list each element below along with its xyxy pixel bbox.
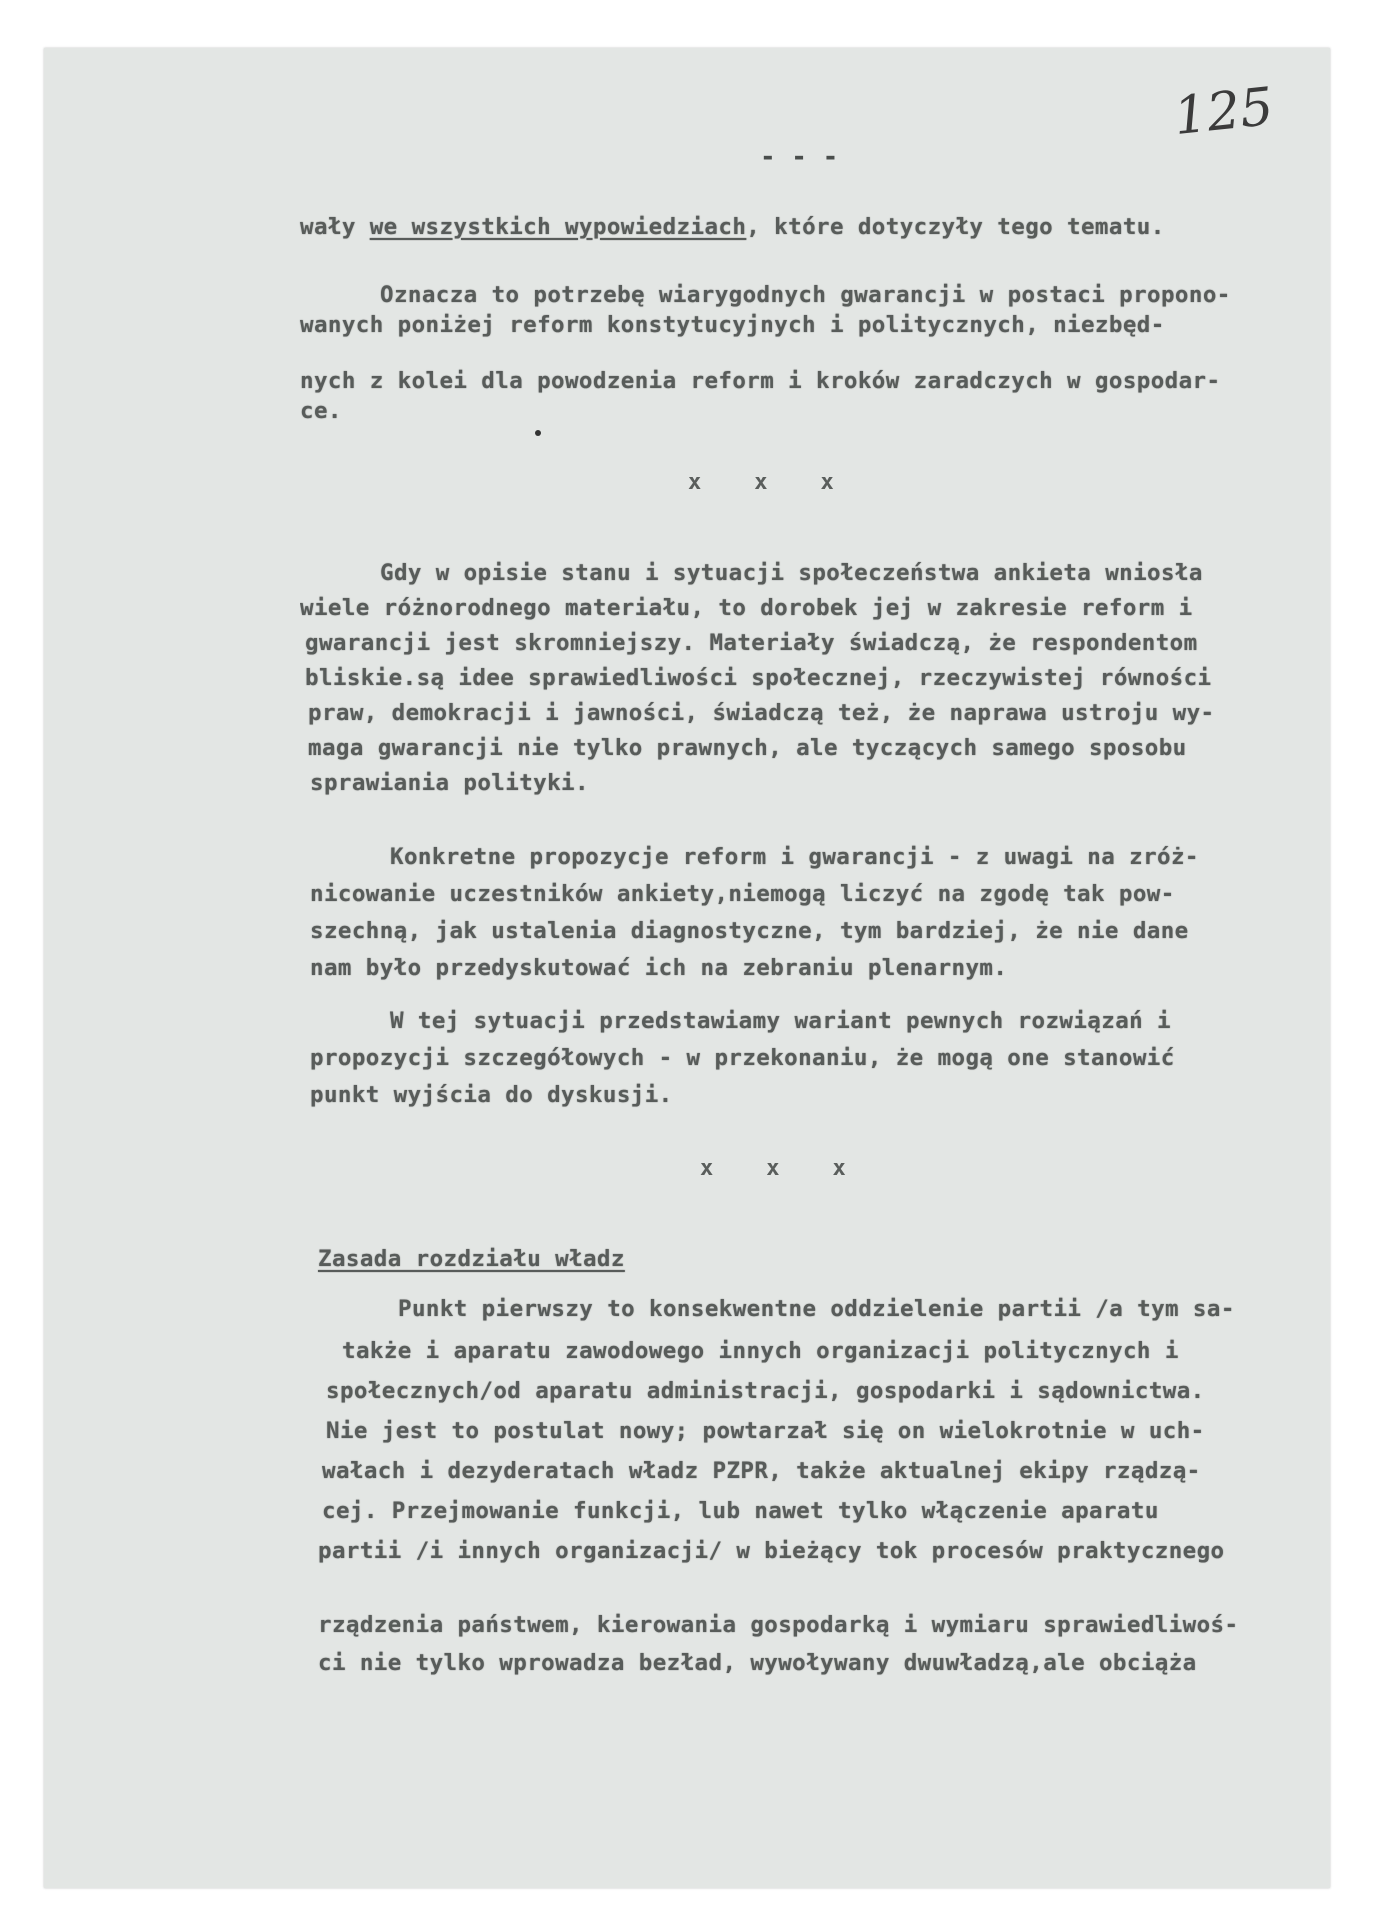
text-line: bliskie.są idee sprawiedliwości społecznej, rzeczywistej równości — [305, 665, 1212, 691]
page-header-dash: - - - — [760, 142, 839, 172]
text-line: Oznacza to potrzebę wiarygodnych gwarancji w postaci propono- — [380, 282, 1231, 308]
text-line: szechną, jak ustalenia diagnostyczne, tym bardziej, że nie dane — [310, 918, 1189, 944]
ink-dot — [535, 430, 541, 436]
text-line: nych z kolei dla powodzenia reform i kroków zaradczych w gospodar- — [300, 368, 1221, 394]
handwritten-page-number: 125 — [1171, 76, 1277, 148]
section-heading: Zasada rozdziału władz — [318, 1246, 625, 1272]
text-line: rządzenia państwem, kierowania gospodarką i wymiaru sprawiedliwoś- — [318, 1612, 1239, 1638]
section-divider-2: x x x — [700, 1156, 846, 1181]
text-line: wiele różnorodnego materiału, to dorobek jej w zakresie reform i — [300, 595, 1193, 621]
text-line: praw, demokracji i jawności, świadczą też, że naprawa ustroju wy- — [308, 700, 1215, 726]
text-line: ce. — [300, 398, 342, 424]
text-line: społecznych/od aparatu administracji, gospodarki i sądownictwa. — [326, 1378, 1205, 1404]
text-line: Gdy w opisie stanu i sytuacji społeczeństwa ankieta wniosła — [380, 560, 1203, 586]
text-line: gwarancji jest skromniejszy. Materiały świadczą, że respondentom — [305, 630, 1198, 656]
text-line: Konkretne propozycje reform i gwarancji - z uwagi na zróż- — [390, 844, 1199, 870]
text-line: nam było przedyskutować ich na zebraniu plenarnym. — [310, 955, 1008, 981]
text-line: Nie jest to postulat nowy; powtarzał się on wielokrotnie w uch- — [326, 1418, 1205, 1444]
text-line: punkt wyjścia do dyskusji. — [310, 1082, 673, 1108]
text-line: sprawiania polityki. — [310, 770, 589, 796]
text-line: wały we wszystkich wypowiedziach, które dotyczyły tego tematu. — [300, 214, 1165, 240]
section-divider-1: x x x — [688, 470, 834, 495]
text-line: Punkt pierwszy to konsekwentne oddzielenie partii /a tym sa- — [398, 1296, 1235, 1322]
text-line: maga gwarancji nie tylko prawnych, ale tyczących samego sposobu — [308, 735, 1187, 761]
text-line: wanych poniżej reform konstytucyjnych i politycznych, niezbęd- — [300, 312, 1165, 338]
text-line: ci nie tylko wprowadza bezład, wywoływany dwuwładzą,ale obciąża — [318, 1650, 1197, 1676]
text-line: także i aparatu zawodowego innych organizacji politycznych i — [342, 1338, 1179, 1364]
text-line: wałach i dezyderatach władz PZPR, także aktualnej ekipy rządzą- — [322, 1458, 1201, 1484]
text-line: W tej sytuacji przedstawiamy wariant pewnych rozwiązań i — [390, 1008, 1171, 1034]
text-line: nicowanie uczestników ankiety,niemogą liczyć na zgodę tak pow- — [310, 881, 1175, 907]
text-line: cej. Przejmowanie funkcji, lub nawet tylko włączenie aparatu — [322, 1498, 1159, 1524]
text-line: propozycji szczegółowych - w przekonaniu, że mogą one stanowić — [310, 1045, 1175, 1071]
text-line: partii /i innych organizacji/ w bieżący tok procesów praktycznego — [318, 1538, 1225, 1564]
